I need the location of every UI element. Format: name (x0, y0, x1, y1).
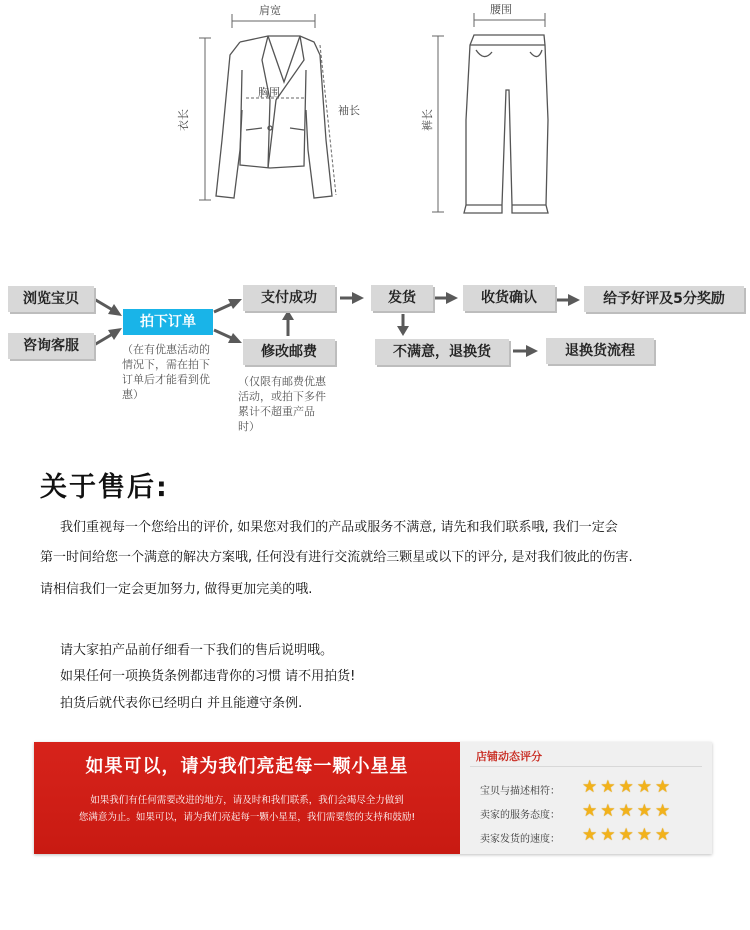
star-rating-description: ★★★★★ (582, 777, 674, 797)
rating-label-service: 卖家的服务态度： (480, 810, 560, 821)
flow-confirm: 收货确认 (463, 285, 555, 311)
postage-note-line: 时） (238, 420, 260, 433)
sleeve-label: 袖长 (338, 104, 360, 117)
order-note-line: 惠） (122, 388, 144, 401)
flow-modify-postage: 修改邮费 (243, 339, 335, 365)
shoulder-label: 肩宽 (259, 4, 281, 17)
after-sales-line: 请相信我们一定会更加努力, 做得更加完美的哦. (40, 582, 313, 597)
rating-divider (470, 766, 702, 767)
rating-panel-title: 店铺动态评分 (476, 750, 542, 763)
star-rating-shipping: ★★★★★ (582, 825, 674, 845)
waist-label: 腰围 (490, 3, 512, 16)
banner-subtitle-line: 您满意为止。如果可以，请为我们亮起每一颗小星星，我们需要您的支持和鼓励! (78, 812, 416, 823)
flow-return: 退换货流程 (546, 338, 654, 364)
rating-banner (34, 742, 712, 854)
flow-review: 给予好评及5分奖励 (584, 286, 744, 312)
garment-diagram (0, 0, 750, 225)
postage-note-line: 活动，或拍下多件 (238, 390, 326, 403)
flow-order: 拍下订单 (123, 309, 213, 335)
notice-line: 如果任何一项换货条例都违背你的习惯 请不用拍货! (60, 669, 356, 684)
order-note-line: 订单后才能看到优 (122, 373, 210, 386)
pants-drawing (464, 35, 548, 213)
notice-line: 请大家拍产品前仔细看一下我们的售后说明哦。 (60, 643, 334, 658)
flow-browse: 浏览宝贝 (8, 286, 94, 312)
after-sales-heading: 关于售后: (40, 472, 169, 503)
size-chart (0, 0, 750, 225)
order-note-line: （在有优惠活动的 (122, 343, 210, 356)
postage-note-line: （仅限有邮费优惠 (238, 375, 326, 388)
jacket-drawing (216, 36, 332, 198)
banner-red-panel (34, 742, 460, 854)
postage-note (238, 374, 348, 434)
banner-subtitle-line: 如果我们有任何需要改进的地方，请及时和我们联系，我们会竭尽全力做到 (90, 795, 404, 806)
flow-unsatisfied: 不满意，退换货 (375, 339, 509, 365)
chest-label: 胸围 (258, 86, 280, 99)
flow-ship: 发货 (371, 285, 433, 311)
star-rating-service: ★★★★★ (582, 801, 674, 821)
flow-pay: 支付成功 (243, 285, 335, 311)
pants-length-label: 裤长 (421, 109, 434, 131)
flow-consult: 咨询客服 (8, 333, 94, 359)
postage-note-line: 累计不超重产品 (238, 405, 315, 418)
after-sales-line: 我们重视每一个您给出的评价, 如果您对我们的产品或服务不满意, 请先和我们联系哦, 我们一定会 (60, 520, 618, 535)
length-label: 衣长 (177, 109, 190, 131)
rating-panel (460, 742, 712, 854)
rating-label-description: 宝贝与描述相符： (480, 786, 560, 797)
banner-title: 如果可以，请为我们亮起每一颗小星星 (85, 756, 409, 777)
banner-subtitle (44, 792, 450, 826)
notice-line: 拍货后就代表你已经明白 并且能遵守条例. (60, 696, 303, 711)
after-sales-line: 第一时间给您一个满意的解决方案哦, 任何没有进行交流就给三颗星或以下的评分, 是对我们彼此的伤害. (40, 550, 633, 565)
rating-label-shipping: 卖家发货的速度： (480, 834, 560, 845)
order-note-line: 情况下，需在拍下 (122, 358, 210, 371)
order-note (122, 342, 227, 402)
